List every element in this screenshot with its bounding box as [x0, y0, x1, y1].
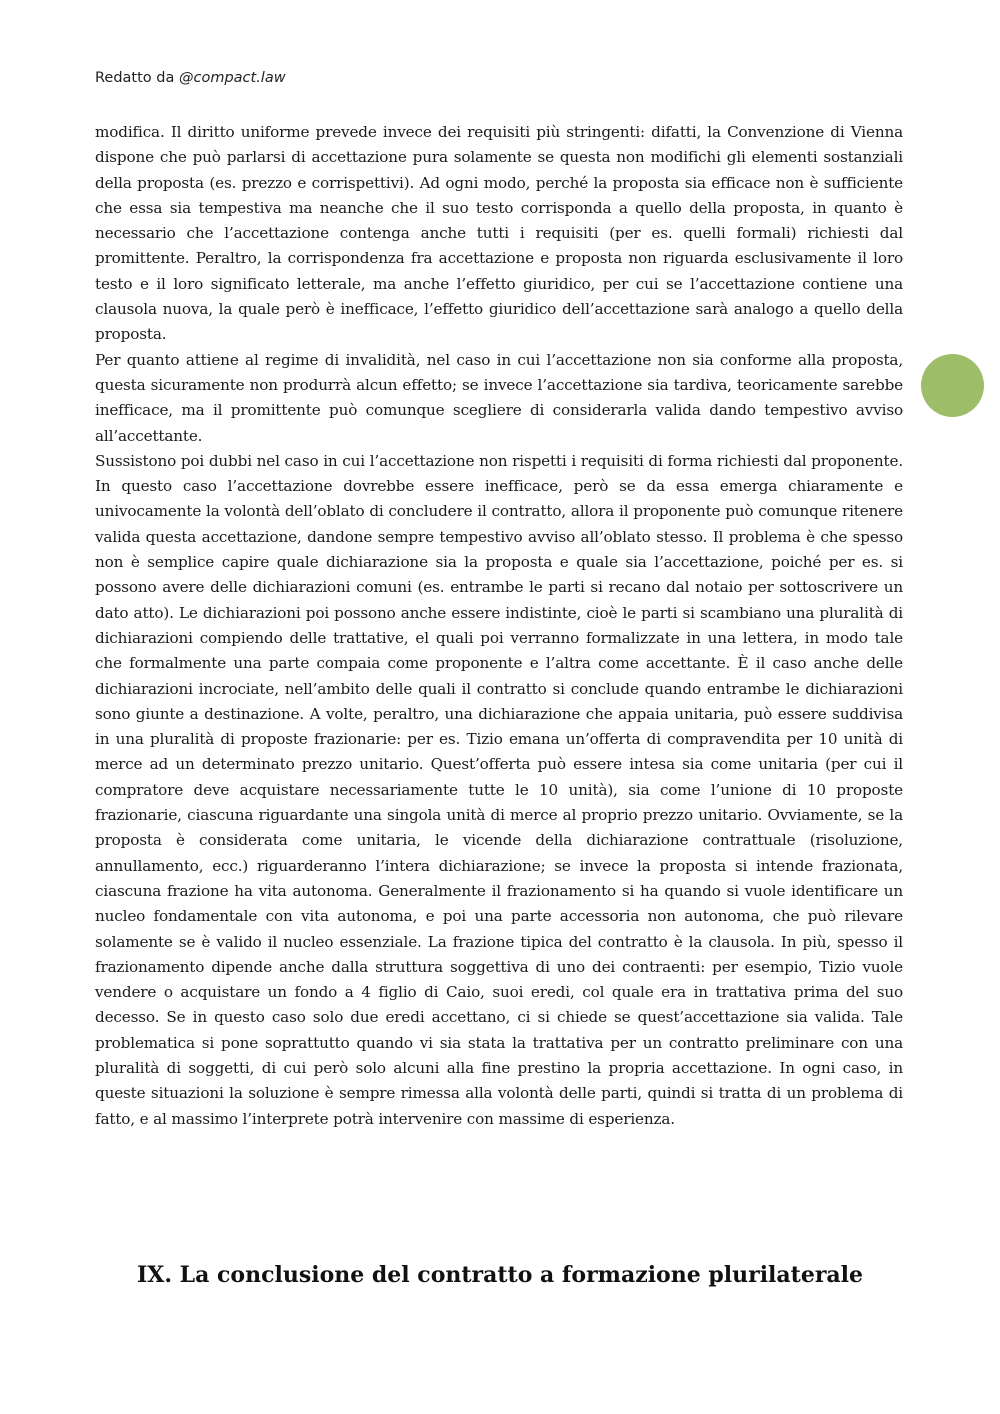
body-text: [95, 120, 903, 1132]
decorative-green-circle: [921, 354, 984, 417]
page-header: [95, 70, 286, 86]
paragraph: Sussistono poi dubbi nel caso in cui l’accettazione non rispetti i requisiti di forma richiesti dal proponente. In questo caso l’accettazione dovrebbe essere inefficace, però se da essa emerga chiaramente e univocamente la volontà dell’oblato di concludere il contratto, allora il proponente può comunque ritenere valida questa accettazione, dandone sempre tempestivo avviso all’oblato stesso. Il problema è che spesso non è semplice capire quale dichiarazione sia la proposta e quale sia l’accettazione, poiché per es. si possono avere delle dichiarazioni comuni (es. entrambe le parti si recano dal notaio per sottoscrivere un dato atto). Le dichiarazioni poi possono anche essere indistinte, cioè le parti si scambiano una pluralità di dichiarazioni compiendo delle trattative, el quali poi verranno formalizzate in una lettera, in modo tale che formalmente una parte compaia come proponente e l’altra come accettante. È il caso anche delle dichiarazioni incrociate, nell’ambito delle quali il contratto si conclude quando entrambe le dichiarazioni sono giunte a destinazione. A volte, peraltro, una dichiarazione che appaia unitaria, può essere suddivisa in una pluralità di proposte frazionarie: per es. Tizio emana un’offerta di compravendita per 10 unità di merce ad un determinato prezzo unitario. Quest’offerta può essere intesa sia come unitaria (per cui il compratore deve acquistare necessariamente tutte le 10 unità), sia come l’unione di 10 proposte frazionarie, ciascuna riguardante una singola unità di merce al proprio prezzo unitario. Ovviamente, se la proposta è considerata come unitaria, le vicende della dichiarazione contrattuale (risoluzione, annullamento, ecc.) riguarderanno l’intera dichiarazione; se invece la proposta si intende frazionata, ciascuna frazione ha vita autonoma. Generalmente il frazionamento si ha quando si vuole identificare un nucleo fondamentale con vita autonoma, e poi una parte accessoria non autonoma, che può rilevare solamente se è valido il nucleo essenziale. La frazione tipica del contratto è la clausola. In più, spesso il frazionamento dipende anche dalla struttura soggettiva di uno dei contraenti: per esempio, Tizio vuole vendere o acquistare un fondo a 4 figlio di Caio, suoi eredi, col quale era in trattativa prima del suo decesso. Se in questo caso solo due eredi accettano, ci si chiede se quest’accettazione sia valida. Tale problematica si pone soprattutto quando vi sia stata la trattativa per un contratto preliminare con una pluralità di soggetti, di cui però solo alcuni alla fine prestino la propria accettazione. In ogni caso, in queste situazioni la soluzione è sempre rimessa alla volontà delle parti, quindi si tratta di un problema di fatto, e al massimo l’interprete potrà intervenire con massime di esperienza.: [95, 451, 903, 1128]
paragraph: modifica. Il diritto uniforme prevede invece dei requisiti più stringenti: difatti, la Convenzione di Vienna dispone che può parlarsi di accettazione pura solamente se questa non modifichi gli elementi sostanziali della proposta (es. prezzo e corrispettivi). Ad ogni modo, perché la proposta sia efficace non è sufficiente che essa sia tempestiva ma neanche che il suo testo corrisponda a quello della proposta, in quanto è necessario che l’accettazione contenga anche tutti i requisiti (per es. quelli formali) richiesti dal promittente. Peraltro, la corrispondenza fra accettazione e proposta non riguarda esclusivamente il loro testo e il loro significato letterale, ma anche l’effetto giuridico, per cui se l’accettazione contiene una clausola nuova, la quale però è inefficace, l’effetto giuridico dell’accettazione sarà analogo a quello della proposta.: [95, 123, 903, 344]
author-handle: @compact.law: [178, 70, 286, 86]
header-prefix: Redatto da: [95, 70, 179, 86]
paragraph: Per quanto attiene al regime di invalidità, nel caso in cui l’accettazione non sia conforme alla proposta, questa sicuramente non produrrà alcun effetto; se invece l’accettazione sia tardiva, teoricamente sarebbe inefficace, ma il promittente può comunque scegliere di considerarla valida dando tempestivo avviso all’accettante.: [95, 350, 903, 445]
section-heading: IX. La conclusione del contratto a formazione plurilaterale: [136, 1262, 864, 1288]
